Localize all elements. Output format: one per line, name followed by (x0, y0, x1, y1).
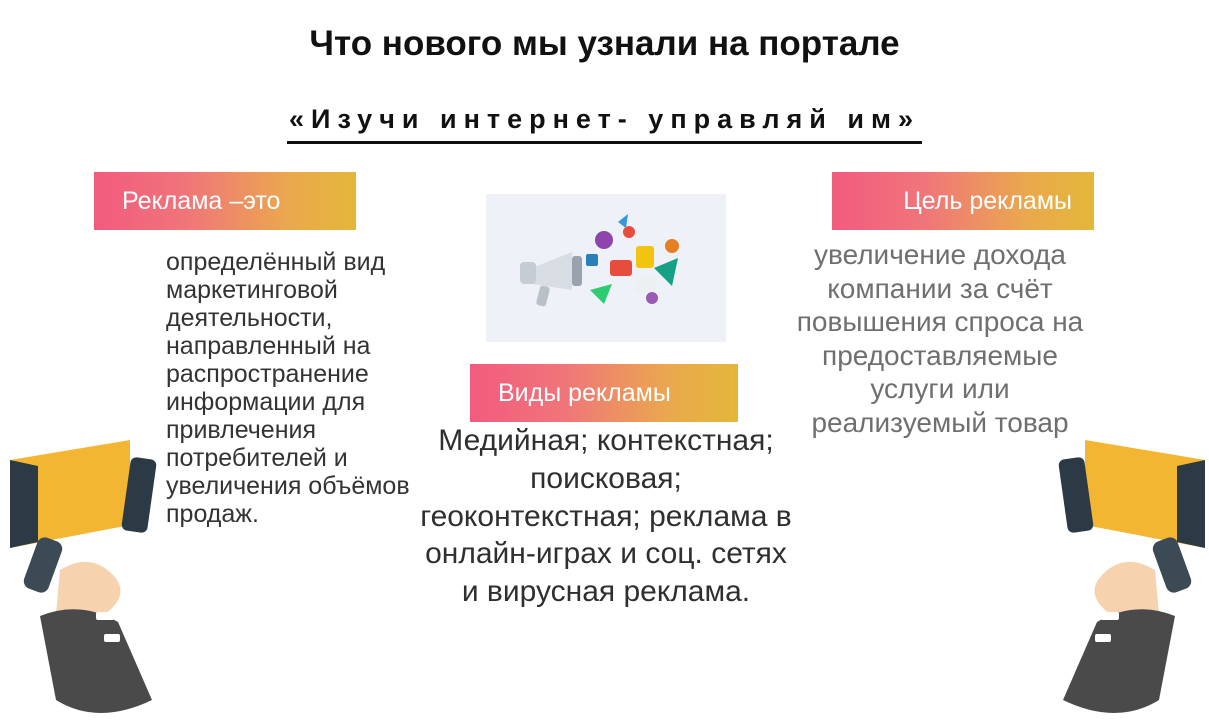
chip-advertising-types (470, 364, 738, 422)
advertising-goal-text: увеличение дохода компании за счёт повышения спроса на предоставляемые услуги или реализуемый товар (796, 239, 1084, 438)
chip-advertising-definition-label: Реклама –это (122, 186, 281, 215)
megaphone-marketing-illustration (486, 194, 726, 342)
chip-advertising-goal (832, 172, 1094, 230)
chip-advertising-types-label: Виды рекламы (498, 378, 671, 407)
hand-holding-megaphone-right (985, 430, 1209, 720)
chip-advertising-definition (94, 172, 356, 230)
chip-advertising-goal-label: Цель рекламы (903, 186, 1072, 215)
portal-name-subtitle: «Изучи интернет- управляй им» (287, 104, 922, 144)
subtitle-container (0, 104, 1209, 144)
megaphone-right-svg (985, 430, 1209, 720)
advertising-definition-text: определённый вид маркетинговой деятельности, направленный на распространение информации для привлечения потребителей и увеличения объёмов продаж. (166, 248, 410, 528)
advertising-types-text: Медийная; контекстная; поисковая; геоконтекстная; реклама в онлайн-играх и соц. сетях и вирусная реклама. (420, 424, 792, 609)
megaphone-illustration-svg (486, 194, 726, 342)
page-title: Что нового мы узнали на портале (309, 24, 900, 63)
